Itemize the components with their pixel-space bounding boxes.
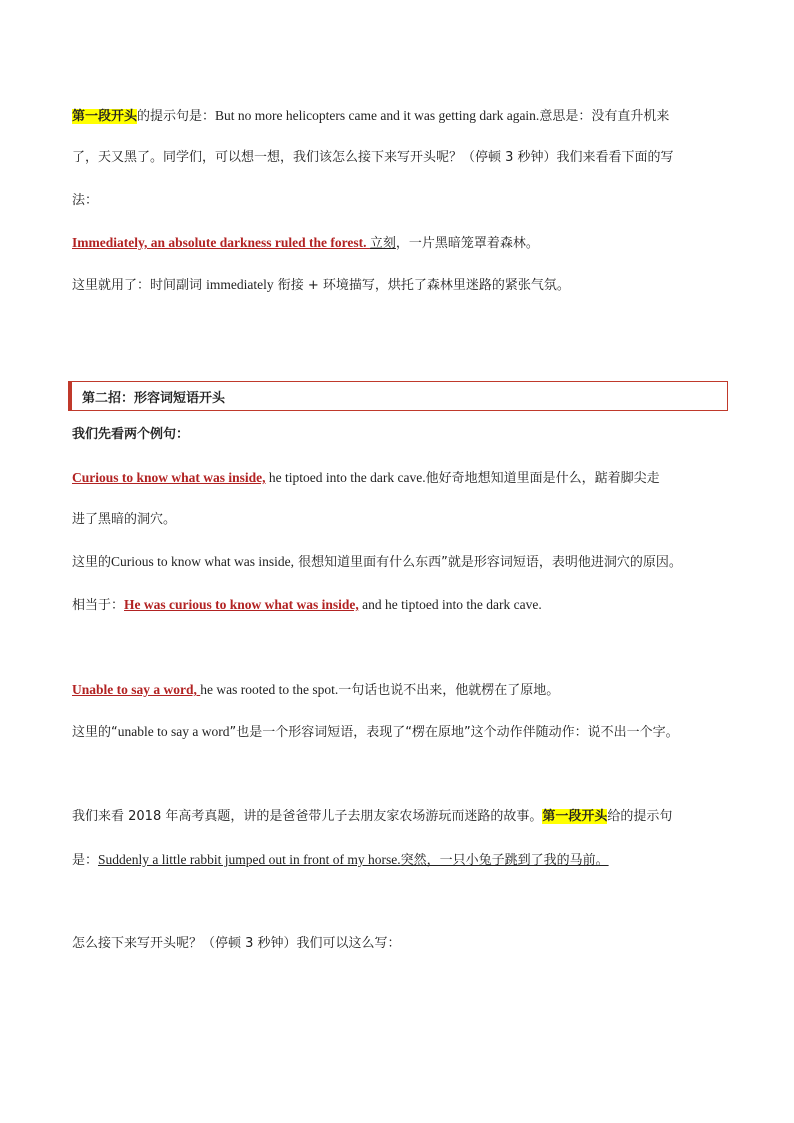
example-sentence: Immediately, an absolute darkness ruled the forest. — [72, 235, 370, 250]
gaokao-line-1 — [72, 807, 672, 827]
highlight-first-paragraph: 第一段开头 — [542, 809, 608, 824]
text: 是： — [72, 853, 99, 868]
english-rest: and he tiptoed into the dark cave. — [358, 597, 542, 612]
note-1 — [72, 275, 570, 296]
english-rest: he tiptoed into the dark cave. — [265, 470, 426, 485]
text: 衔接 + 环境描写，烘托了森林里迷路的紧张气氛。 — [273, 278, 570, 293]
adjective-phrase: Curious to know what was inside, — [72, 470, 266, 485]
text: 很想知道里面有什么东西”就是形容词短语，表明他进洞穴的原因。 — [294, 555, 682, 570]
english-phrase: unable to say a word — [117, 724, 230, 739]
closing-line: 怎么接下来写开头呢？（停顿 3 秒钟）我们可以这么写： — [72, 936, 401, 951]
english-prompt: Suddenly a little rabbit jumped out in front of my horse. — [98, 852, 401, 867]
translation: 一句话也说不出来，他就楞在了原地。 — [338, 683, 560, 698]
text: 这里的 — [72, 555, 112, 570]
english-rest: he was rooted to the spot. — [200, 682, 339, 697]
english-word: immediately — [206, 277, 274, 292]
section-heading — [68, 381, 728, 411]
text: 的提示句是： — [137, 109, 216, 124]
equivalent-phrase: He was curious to know what was inside, — [124, 597, 359, 612]
section-heading-title: 第二招：形容词短语开头 — [82, 390, 226, 406]
example-2-line-2: 进了黑暗的洞穴。 — [72, 512, 177, 527]
english-phrase: Curious to know what was inside, — [111, 554, 295, 569]
text: 我们来看 2018 年高考真题，讲的是爸爸带儿子去朋友家农场游玩而迷路的故事。 — [72, 809, 543, 824]
example-3-line-1 — [72, 680, 559, 701]
text: 这里就用了：时间副词 — [72, 278, 207, 293]
highlight-first-paragraph: 第一段开头 — [72, 109, 138, 124]
example-1 — [72, 233, 539, 254]
translation-underlined: 突然，一只小兔子跳到了我的马前。 — [400, 853, 609, 868]
paragraph-1-line-3: 法： — [72, 193, 99, 208]
adjective-phrase: Unable to say a word, — [72, 682, 201, 697]
translation: ，一片黑暗笼罩着森林。 — [395, 236, 539, 251]
example-2-equivalent — [72, 595, 542, 616]
label: 相当于： — [72, 598, 125, 613]
paragraph-1-line-2: 了，天又黑了。同学们，可以想一想，我们该怎么接下来写开头呢？（停顿 3 秒钟）我们来看看下面的写 — [72, 150, 674, 165]
translation: 他好奇地想知道里面是什么，踮着脚尖走 — [425, 471, 660, 486]
text: 意思是：没有直升机来 — [539, 109, 670, 124]
example-2-note — [72, 552, 682, 573]
text: 这里的“ — [72, 725, 118, 740]
gaokao-line-2 — [72, 850, 609, 871]
example-3-note — [72, 722, 679, 743]
english-prompt: But no more helicopters came and it was getting dark again. — [215, 108, 540, 123]
paragraph-1-line-1 — [72, 106, 669, 127]
example-2-line-1 — [72, 468, 660, 489]
section-intro: 我们先看两个例句： — [72, 427, 190, 442]
translation-underlined: 立刻 — [369, 236, 396, 251]
text: ”也是一个形容词短语，表现了“楞在原地”这个动作伴随动作：说不出一个字。 — [229, 725, 679, 740]
text: 给的提示句 — [607, 809, 673, 824]
